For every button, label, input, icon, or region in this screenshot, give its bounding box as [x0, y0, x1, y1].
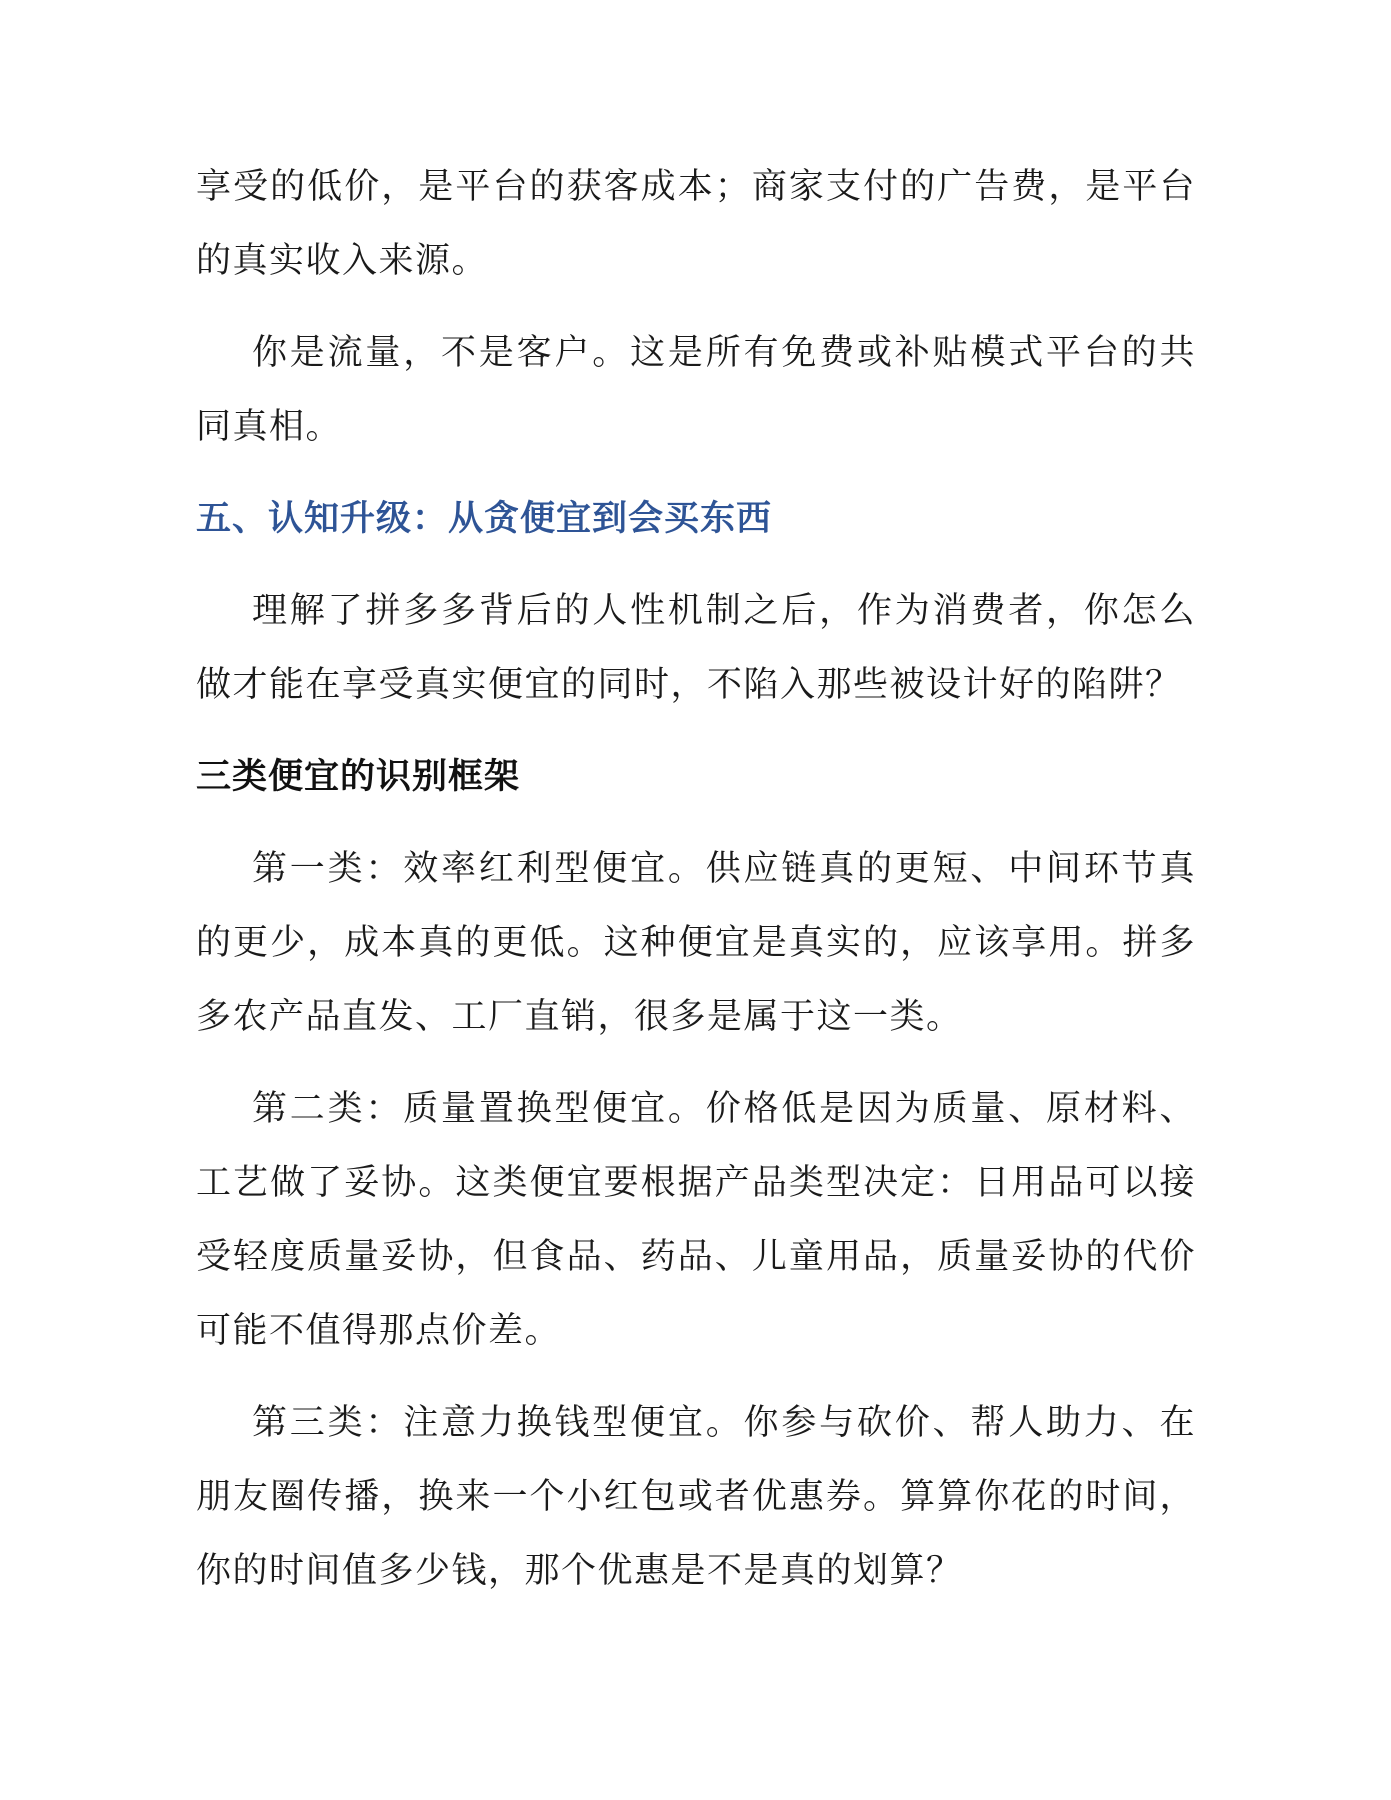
paragraph-traffic-not-customer: 你是流量，不是客户。这是所有免费或补贴模式平台的共同真相。 [196, 333, 1196, 447]
paragraph-category-1: 第一类：效率红利型便宜。供应链真的更短、中间环节真的更少，成本真的更低。这种便宜是真实的，应该享用。拼多多农产品直发、工厂直销，很多是属于这一类。 [196, 849, 1196, 1037]
paragraph-category-2: 第二类：质量置换型便宜。价格低是因为质量、原材料、工艺做了妥协。这类便宜要根据产品类型决定：日用品可以接受轻度质量妥协，但食品、药品、儿童用品，质量妥协的代价可能不值得那点价差。 [196, 1089, 1196, 1351]
document-page [196, 150, 1196, 1608]
paragraph-section-intro: 理解了拼多多背后的人性机制之后，作为消费者，你怎么做才能在享受真实便宜的同时，不陷入那些被设计好的陷阱？ [196, 591, 1196, 705]
paragraph-category-3: 第三类：注意力换钱型便宜。你参与砍价、帮人助力、在朋友圈传播，换来一个小红包或者优惠券。算算你花的时间，你的时间值多少钱，那个优惠是不是真的划算？ [196, 1403, 1196, 1591]
section-heading: 五、认知升级：从贪便宜到会买东西 [196, 499, 773, 539]
subheading: 三类便宜的识别框架 [196, 757, 521, 797]
paragraph-continued: 享受的低价，是平台的获客成本；商家支付的广告费，是平台的真实收入来源。 [196, 167, 1196, 281]
